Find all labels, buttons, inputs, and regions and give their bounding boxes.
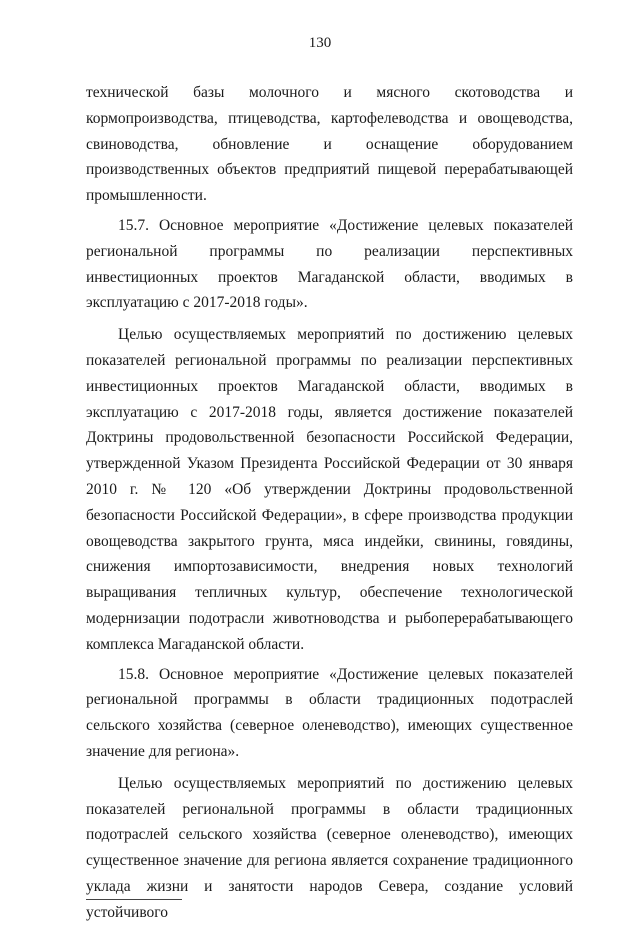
page-number: 130 [308,35,332,51]
paragraph-15-8-heading: 15.8. Основное мероприятие «Достижение целевых показателей региональной программы в области традиционных подотраслей сельского хозяйства (северное оленеводство), имеющих существенное значение для региона». [86,665,573,760]
document-body [86,80,573,926]
paragraph-continuation: технической базы молочного и мясного скотоводства и кормопроизводства, птицеводства, картофелеводства и овощеводства, свиноводства, обновление и оснащение оборудованием производственных объектов предприятий пищевой перерабатывающей промышленности. [86,84,573,205]
paragraph-15-8-body: Целью осуществляемых мероприятий по достижению целевых показателей региональной программы в области традиционных подотраслей сельского хозяйства (северное оленеводство), имеющих существенное значение для региона является сохранение традиционного уклада жизни и занятости народов Севера, создание условий устойчивого [86,774,573,921]
paragraph-15-7-heading: 15.7. Основное мероприятие «Достижение целевых показателей региональной программы по реализации перспективных инвестиционных проектов Магаданской области, вводимых в эксплуатацию с 2017-2018 годы». [86,216,573,312]
footnote-divider [86,899,182,900]
paragraph-15-7-body: Целью осуществляемых мероприятий по достижению целевых показателей региональной программы по реализации перспективных инвестиционных проектов Магаданской области, вводимых в эксплуатацию с 2017-2018 годы, является достижение показателей Доктрины продовольственной безопасности Российской Федерации, утвержденной Указом Президента Российской Федерации от 30 января 2010 г. № 120 «Об утверждении Доктрины продовольственной безопасности Российской Федерации», в сфере производства продукции овощеводства закрытого грунта, мяса индейки, свинины, говядины, снижения импортозависимости, внедрения новых технологий выращивания тепличных культур, обеспечение технологической модернизации подотрасли животноводства и рыбоперерабатывающего комплекса Магаданской области. [86,326,573,653]
